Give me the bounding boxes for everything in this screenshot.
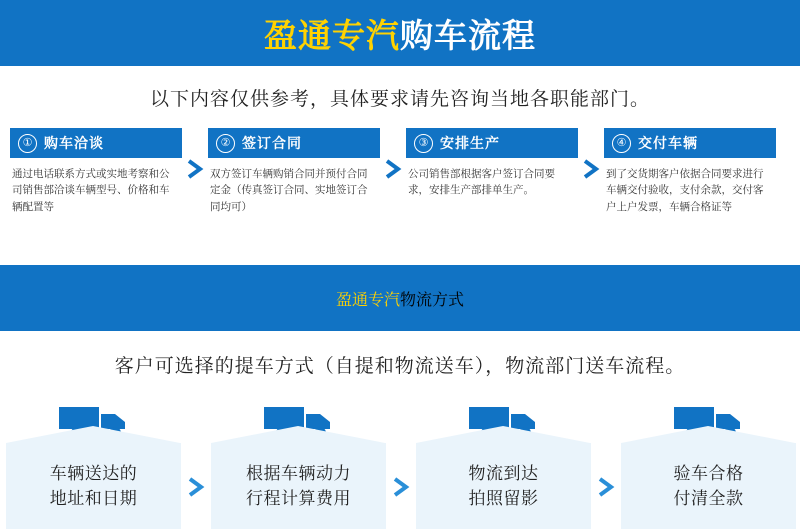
step-card-1	[10, 128, 182, 215]
logistics-line2-1: 地址和日期	[49, 489, 138, 508]
section2-subtitle-row	[0, 331, 800, 397]
step-number-3: ③	[414, 134, 433, 153]
step-title-1: 购车洽谈	[44, 135, 104, 151]
logistics-arrow-2	[386, 397, 416, 531]
logistics-card-1	[6, 397, 181, 531]
logistics-plate-3	[416, 443, 591, 529]
step-header-1	[10, 128, 182, 158]
step-title-3: 安排生产	[440, 135, 500, 151]
step-arrow-3	[578, 128, 604, 180]
logistics-line2-2: 行程计算费用	[246, 489, 351, 508]
logistics-text-1	[6, 443, 181, 529]
logistics-plate-1	[6, 443, 181, 529]
step-header-4	[604, 128, 776, 158]
logistics-plate-2	[211, 443, 386, 529]
section1-title	[264, 10, 536, 57]
section1-subtitle: 以下内容仅供参考，具体要求请先咨询当地各职能部门。	[149, 88, 650, 110]
logistics-line2-4: 付清全款	[673, 489, 744, 508]
logistics-plate-4	[621, 443, 796, 529]
step-card-4	[604, 128, 776, 215]
purchase-steps	[0, 128, 800, 248]
step-header-3	[406, 128, 578, 158]
section1-title-highlight: 盈通专汽	[264, 16, 400, 54]
step-title-4: 交付车辆	[638, 135, 698, 151]
logistics-card-2	[211, 397, 386, 531]
step-number-2: ②	[216, 134, 235, 153]
logistics-line1-2: 根据车辆动力	[246, 463, 351, 483]
logistics-arrow-3	[591, 397, 621, 531]
step-title-2: 签订合同	[242, 135, 302, 151]
logistics-line2-3: 拍照留影	[468, 489, 539, 508]
section1-subtitle-row	[0, 66, 800, 128]
logistics-text-3	[416, 443, 591, 529]
logistics-line1-1: 车辆送达的	[49, 463, 138, 483]
step-body-3: 公司销售部根据客户签订合同要求，安排生产部排单生产。	[408, 168, 555, 197]
section1-title-bar	[0, 0, 800, 66]
step-body-1: 通过电话联系方式或实地考察和公司销售部洽谈车辆型号、价格和车辆配置等	[12, 168, 170, 213]
step-number-4: ④	[612, 134, 631, 153]
logistics-line1-4: 验车合格	[673, 463, 744, 483]
section2-subtitle: 客户可选择的提车方式（自提和物流送车），物流部门送车流程。	[114, 355, 686, 377]
logistics-arrow-1	[181, 397, 211, 531]
step-card-2	[208, 128, 380, 215]
section2-title-highlight: 盈通专汽	[335, 291, 400, 309]
section2-title	[336, 287, 464, 310]
logistics-line1-3: 物流到达	[468, 463, 539, 483]
step-arrow-2	[380, 128, 406, 180]
logistics-card-3	[416, 397, 591, 531]
logistics-text-2	[211, 443, 386, 529]
section2-title-bar	[0, 265, 800, 331]
step-number-1: ①	[18, 134, 37, 153]
section2-title-rest: 物流方式	[400, 291, 465, 309]
step-arrow-1	[182, 128, 208, 180]
step-body-2: 双方签订车辆购销合同并预付合同定金（传真签订合同、实地签订合同均可）	[210, 168, 368, 213]
step-card-3	[406, 128, 578, 199]
section1-title-rest: 购车流程	[400, 16, 536, 54]
step-header-2	[208, 128, 380, 158]
logistics-steps	[0, 397, 800, 531]
logistics-text-4	[621, 443, 796, 529]
logistics-card-4	[621, 397, 796, 531]
step-body-4: 到了交货期客户依据合同要求进行车辆交付验收，支付余款，交付客户上户发票，车辆合格证等	[606, 168, 764, 213]
